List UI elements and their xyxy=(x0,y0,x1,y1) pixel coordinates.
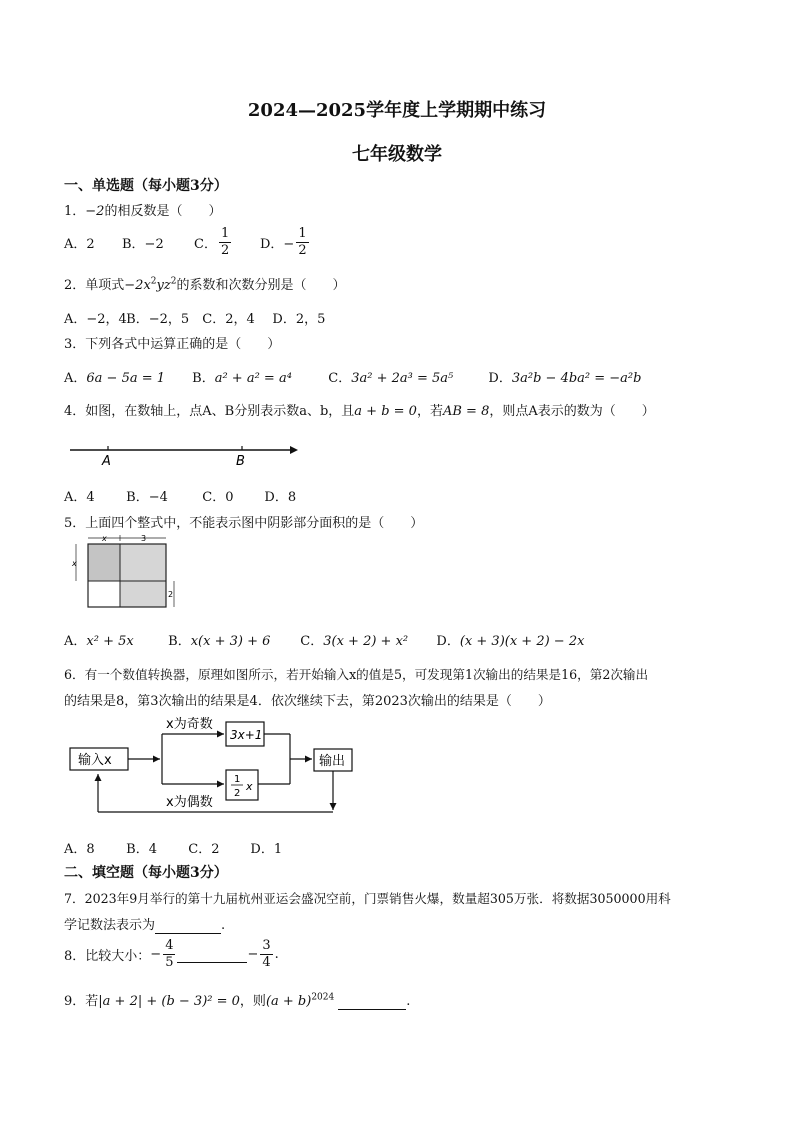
q3-option-c[interactable]: C．3a² + 2a³ = 5a⁵ xyxy=(328,371,454,386)
q6-option-d[interactable]: D．1 xyxy=(250,842,283,857)
q1-option-c[interactable]: C． $\frac{1}{2}$ xyxy=(194,226,230,258)
odd-branch-label: x为奇数 xyxy=(166,717,213,732)
question-5-stem: 5．上面四个整式中，不能表示图中阴影部分面积的是（ ） xyxy=(64,516,424,531)
even-box-numerator: 1 xyxy=(234,774,241,785)
section-heading-single-choice: 一、单选题（每小题3分） xyxy=(64,178,228,194)
q3-option-a[interactable]: A．6a − 5a = 1 xyxy=(64,371,166,386)
question-5-options xyxy=(64,630,584,649)
q6-option-b[interactable]: B．4 xyxy=(126,842,157,857)
input-box-label: 输入x xyxy=(78,753,112,768)
rectangle-area-figure xyxy=(64,532,194,614)
dim-3-top: 3 xyxy=(141,534,147,543)
q5-option-a[interactable]: A．x² + 5x xyxy=(64,634,134,649)
q4-option-a[interactable]: A．4 xyxy=(64,490,95,505)
q4-option-b[interactable]: B．−4 xyxy=(126,490,168,505)
q2-option-d[interactable]: D．2，5 xyxy=(272,312,326,327)
q1-option-b[interactable]: B．−2 xyxy=(122,237,164,252)
q1-option-a[interactable]: A．2 xyxy=(64,237,95,252)
question-6-line-1: 6．有一个数值转换器，原理如图所示，若开始输入x的值是5，可发现第1次输出的结果是16，第2次输出 xyxy=(64,667,649,682)
question-8: 8．比较大小： − $\frac{4}{5}$ − $\frac{3}{4}$ . xyxy=(64,938,279,970)
odd-box-label: 3x+1 xyxy=(230,728,263,742)
even-branch-label: x为偶数 xyxy=(166,795,213,810)
dim-x-top: x xyxy=(102,534,107,543)
q2-option-c[interactable]: C．2，4 xyxy=(202,312,255,327)
q9-answer-blank[interactable] xyxy=(338,994,406,1010)
q5-option-c[interactable]: C．3(x + 2) + x² xyxy=(300,634,409,649)
point-a-label: A xyxy=(102,454,111,469)
question-4-stem: 4．如图，在数轴上，点A、B分别表示数a、b，且a + b = 0，若AB = 8，则点A表示的数为（ ） xyxy=(64,404,655,419)
question-2-stem: 2．单项式$-2x^2yz^2$的系数和次数分别是（ ） xyxy=(64,276,346,293)
question-1-options xyxy=(64,226,311,259)
q4-option-d[interactable]: D．8 xyxy=(264,490,297,505)
question-6-line-2: 的结果是8，第3次输出的结果是4．依次继续下去，第2023次输出的结果是（ ） xyxy=(64,694,551,709)
even-box-var: x xyxy=(246,780,253,793)
even-box-denominator: 2 xyxy=(234,788,241,799)
question-2-options xyxy=(64,308,325,327)
number-line-arrow xyxy=(290,446,298,454)
q5-option-d[interactable]: D．(x + 3)(x + 2) − 2x xyxy=(436,634,585,649)
q1-option-d[interactable]: D．− $\frac{1}{2}$ xyxy=(260,226,307,258)
page-title: 2024—2025学年度上学期期中练习 xyxy=(247,100,547,121)
q6-option-c[interactable]: C．2 xyxy=(188,842,220,857)
q6-option-a[interactable]: A．8 xyxy=(64,842,95,857)
q8-answer-blank[interactable] xyxy=(177,947,247,963)
q3-option-b[interactable]: B．a² + a² = a⁴ xyxy=(192,371,292,386)
question-1-stem: 1．−2的相反数是（ ） xyxy=(64,204,222,219)
output-box-label: 输出 xyxy=(319,754,346,769)
q2-option-a[interactable]: A．−2，4 xyxy=(64,312,127,327)
converter-flowchart xyxy=(64,712,374,820)
dim-x-left: x xyxy=(72,559,77,568)
question-3-stem: 3．下列各式中运算正确的是（ ） xyxy=(64,337,281,352)
page-subtitle: 七年级数学 xyxy=(352,144,442,165)
shaded-rect-bottom xyxy=(120,581,166,607)
q4-option-c[interactable]: C．0 xyxy=(202,490,234,505)
question-7-line-1: 7．2023年9月举行的第十九届杭州亚运会盛况空前，门票销售火爆，数量超305万张．将数据3050000用科 xyxy=(64,891,671,906)
shaded-rect-top xyxy=(120,544,166,581)
q5-option-b[interactable]: B．x(x + 3) + 6 xyxy=(168,634,271,649)
question-3-options xyxy=(64,367,641,386)
point-b-label: B xyxy=(236,454,245,469)
shaded-square xyxy=(88,544,120,581)
q2-option-b[interactable]: B．−2，5 xyxy=(126,312,190,327)
section-heading-fill-in: 二、填空题（每小题3分） xyxy=(64,865,228,881)
question-6-options xyxy=(64,838,282,857)
question-9: 9．若|a + 2| + (b − 3)² = 0，则$(a + b)^{2024}$ . xyxy=(64,992,411,1009)
q7-answer-blank[interactable] xyxy=(155,918,221,934)
number-line-figure xyxy=(64,436,304,470)
q3-option-d[interactable]: D．3a²b − 4ba² = −a²b xyxy=(488,371,642,386)
question-4-options xyxy=(64,486,296,505)
dim-2-right: 2 xyxy=(168,590,174,599)
question-7-line-2: 学记数法表示为 . xyxy=(64,918,226,933)
